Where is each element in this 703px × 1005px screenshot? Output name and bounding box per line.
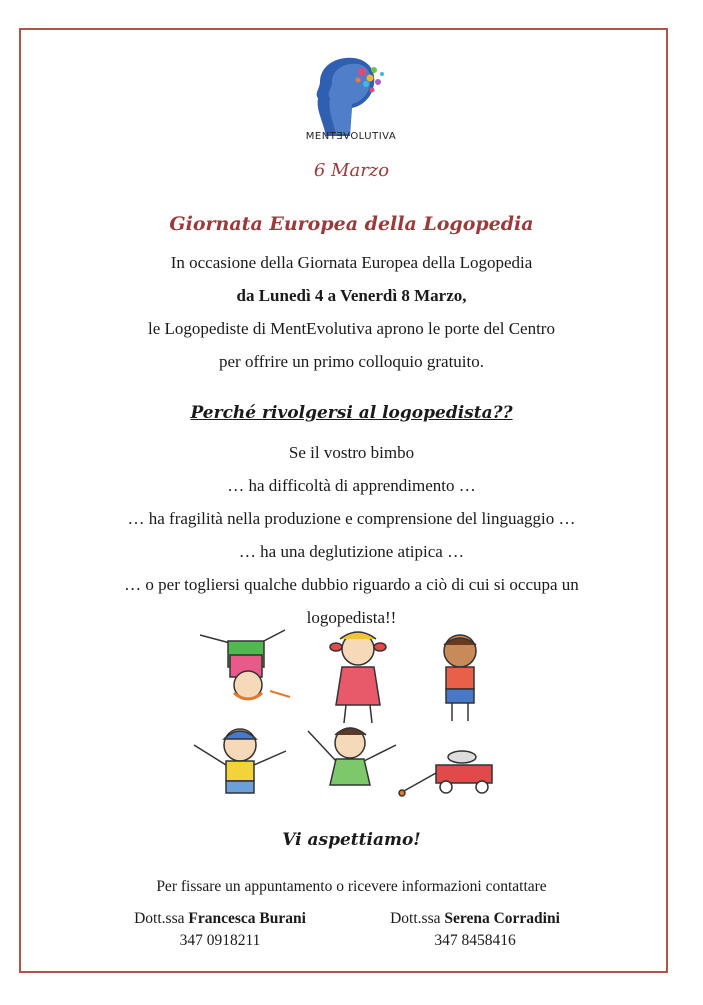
contact-burani [115,908,325,952]
child-girl-dress [330,632,386,723]
toy-wagon [399,751,492,796]
contact-name: Francesca Burani [188,910,306,927]
reason-line: … ha fragilità nella produzione e comprensione del linguaggio … [127,509,576,528]
contact-corradini [370,908,580,952]
intro-line: per offrire un primo colloquio gratuito. [218,352,484,371]
question-heading: Perché rivolgersi al logopedista?? [190,403,513,423]
contact-intro: Per fissare un appuntamento o ricevere informazioni contattare [156,878,547,895]
child-cap [194,729,286,793]
logo-brand-text: MENTƎVOLUTIVA [305,131,397,142]
child-running [308,728,396,785]
contact-phone: 347 8458416 [434,932,516,949]
reasons-paragraph [19,436,684,634]
contact-title: Dott.ssa [390,910,441,927]
reason-line: … ha una deglutizione atipica … [238,542,465,561]
contact-phone: 347 0918211 [179,932,261,949]
child-boy [444,635,476,721]
child-upside-down [200,630,290,699]
contact-name: Serena Corradini [444,910,560,927]
intro-line: le Logopediste di MentEvolutiva aprono le porte del Centro [148,319,555,338]
intro-paragraph [19,246,684,378]
reason-line: Se il vostro bimbo [288,443,415,462]
intro-line-dates: da Lunedì 4 a Venerdì 8 Marzo, [236,286,467,305]
reason-line: … ha difficoltà di apprendimento … [227,476,476,495]
reason-line: logopedista!! [306,608,397,627]
event-title: Giornata Europea della Logopedia [169,213,534,235]
reason-line: … o per togliersi qualche dubbio riguardo a ciò di cui si occupa un [124,575,579,594]
closing-text: Vi aspettiamo! [282,830,421,850]
intro-line: In occasione della Giornata Europea della Logopedia [170,253,533,272]
contact-title: Dott.ssa [134,910,185,927]
children-illustration [190,625,510,805]
event-date: 6 Marzo [313,160,390,181]
